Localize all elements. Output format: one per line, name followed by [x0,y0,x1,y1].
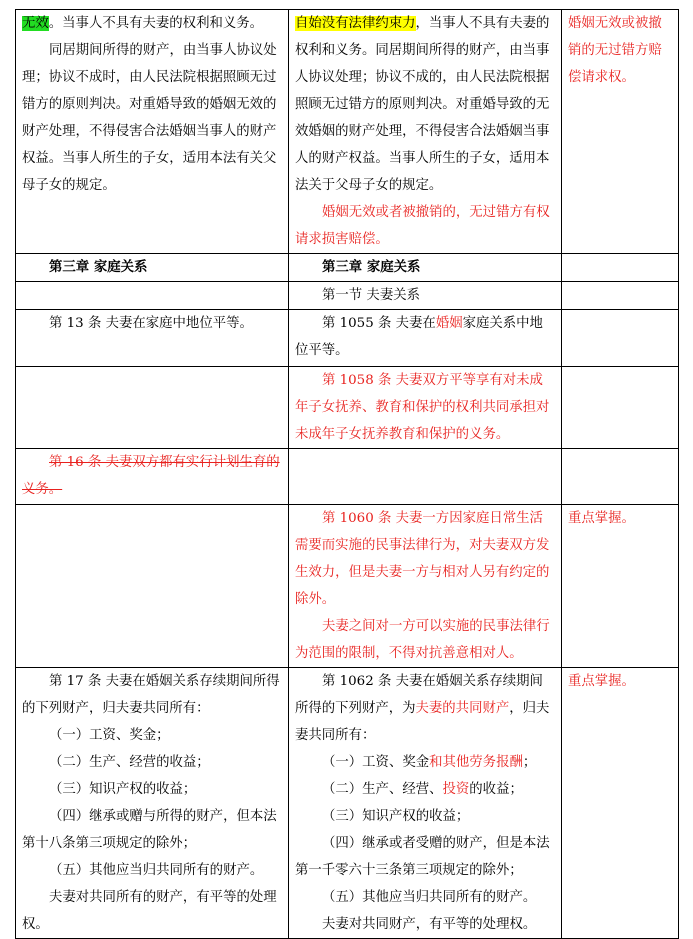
new-text: （四）继承或者受赠的财产，但是本法第一千零六十三条第三项规定的除外； [295,836,550,878]
note-text: 重点掌握。 [568,511,635,526]
new-law-cell [289,10,562,254]
note-cell [562,10,679,254]
new-text: 夫妻对共同财产，有平等的处理权。 [322,917,537,932]
new-text-added: 投资 [442,782,470,797]
new-text: 第 1055 条 夫妻在 [322,316,436,331]
new-text-added: 夫妻的共同财产 [415,701,510,716]
note-cell [562,668,679,939]
new-law-cell [289,449,562,505]
old-law-cell [16,505,289,668]
new-text: ，归夫妻共同所有： [295,701,550,743]
old-law-cell [16,367,289,449]
note-cell [562,367,679,449]
table-row [16,505,679,668]
note-cell [562,449,679,505]
old-text: （五）其他应当归共同所有的财产。 [49,863,264,878]
new-text: 家庭关系中地位平等。 [295,316,543,358]
table-row [16,282,679,310]
old-law-cell [16,10,289,254]
new-text-added: 婚姻无效或者被撤销的，无过错方有权请求损害赔偿。 [295,205,550,247]
old-text: 第 17 条 夫妻在婚姻关系存续期间所得的下列财产，归夫妻共同所有： [22,674,280,716]
note-cell [562,310,679,367]
note-cell [562,282,679,310]
table-row [16,310,679,367]
new-text-added: 婚姻 [435,316,463,331]
new-text-added: 夫妻之间对一方可以实施的民事法律行为范围的限制，不得对抗善意相对人。 [295,619,550,661]
new-article-1060 [289,505,562,668]
section-heading-new: 第一节 夫妻关系 [289,282,562,310]
old-text: 同居期间所得的财产，由当事人协议处理；协议不成时，由人民法院根据照顾无过错方的原则判决。对重婚导致的婚姻无效的财产处理，不得侵害合法婚姻当事人的财产权益。当事人所生的子女，适用本法有关父母子女的规定。 [22,43,277,193]
old-article-13: 第 13 条 夫妻在家庭中地位平等。 [16,310,289,367]
chapter-heading-old: 第三章 家庭关系 [16,254,289,282]
new-text-added: 第 1060 条 夫妻一方因家庭日常生活需要而实施的民事法律行为，对夫妻双方发生效力，但是夫妻一方与相对人另有约定的除外。 [295,511,550,607]
table-row [16,367,679,449]
new-text: ； [522,755,537,770]
new-text: （二）生产、经营、 [322,782,443,797]
old-article-16-deleted: 第 16 条 夫妻双方都有实行计划生育的义务。 [16,449,289,505]
highlight-new-text: 自始没有法律约束力 [295,16,416,31]
note-text: 婚姻无效或被撤销的无过错方赔偿请求权。 [568,16,662,85]
old-law-cell [16,282,289,310]
old-text: 夫妻对共同所有的财产，有平等的处理权。 [22,890,277,932]
table-row [16,254,679,282]
new-article-1058: 第 1058 条 夫妻双方平等享有对未成年子女抚养、教育和保护的权利共同承担对未成年子女抚养教育和保护的义务。 [289,367,562,449]
highlight-old-text: 无效 [22,16,49,31]
law-comparison-table [15,9,679,939]
old-text: （四）继承或赠与所得的财产，但本法第十八条第三项规定的除外； [22,809,277,851]
table-row [16,10,679,254]
new-text: （三）知识产权的收益； [322,809,470,824]
old-text: （三）知识产权的收益； [49,782,197,797]
new-text: 第 1062 条 夫妻在婚姻关系存续期间所得的下列财产，为 [295,674,543,716]
new-text: （五）其他应当归共同所有的财产。 [322,890,537,905]
note-cell [562,254,679,282]
new-article-1055 [289,310,562,367]
chapter-heading-new: 第三章 家庭关系 [289,254,562,282]
table-row [16,449,679,505]
table-row [16,668,679,939]
old-text: （一）工资、奖金； [49,728,170,743]
old-text: （二）生产、经营的收益； [49,755,210,770]
new-text: （一）工资、奖金 [322,755,430,770]
old-text: 。当事人不具有夫妻的权利和义务。 [48,16,264,31]
note-cell [562,505,679,668]
new-article-1062 [289,668,562,939]
new-text-added: 和其他劳务报酬 [429,755,523,770]
new-text: 的收益； [469,782,523,797]
new-text: ，当事人不具有夫妻的权利和义务。同居期间所得的财产，由当事人协议处理；协议不成的，由人民法院根据照顾无过错方的原则判决。对重婚导致的无效婚姻的财产处理，不得侵害合法婚姻当事人的财产权益。当事人所生的子女，适用本法关于父母子女的规定。 [295,16,550,193]
old-article-17 [16,668,289,939]
note-text: 重点掌握。 [568,674,635,689]
